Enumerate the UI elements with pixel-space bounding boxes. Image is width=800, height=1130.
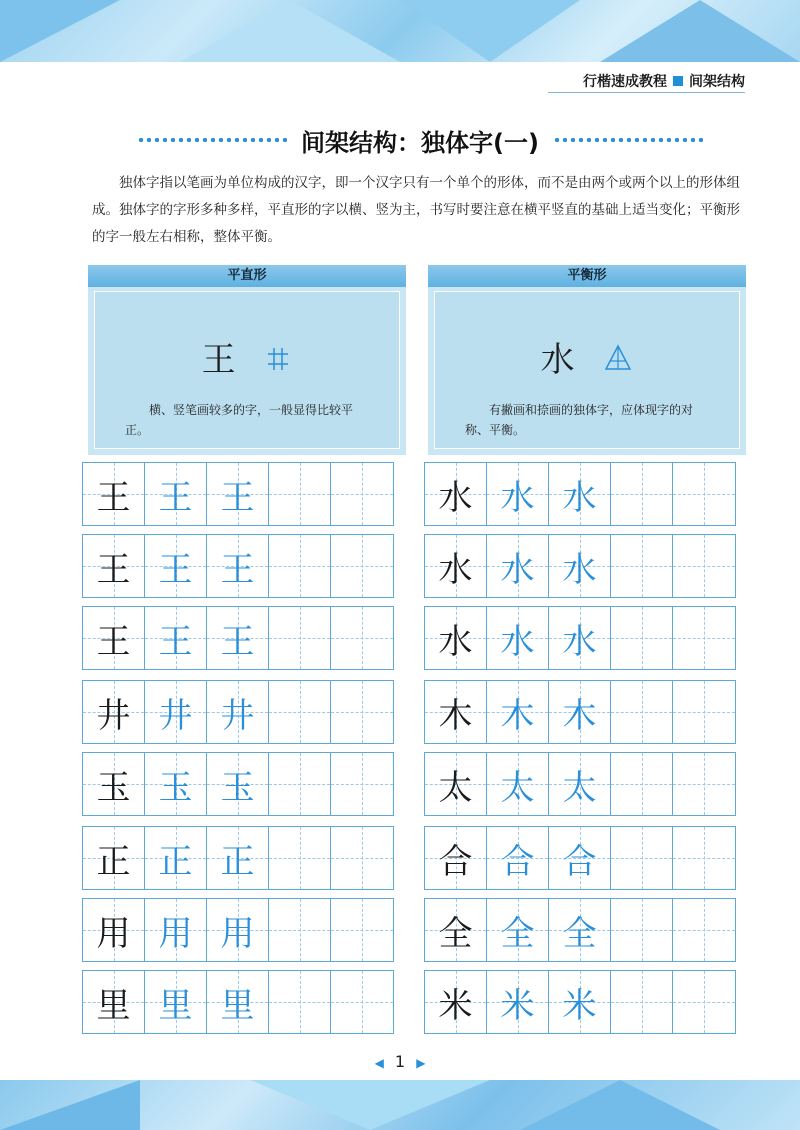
practice-row [82,752,394,816]
practice-row [82,606,394,670]
blank-cell[interactable] [269,681,331,743]
blank-cell[interactable] [611,535,673,597]
trace-character: 用 [158,913,193,954]
trace-character: 井 [158,695,193,736]
model-cell [425,681,487,743]
trace-cell[interactable] [207,463,269,525]
running-header [583,70,745,92]
trace-character: 全 [500,913,535,954]
trace-cell[interactable] [145,753,207,815]
trace-cell[interactable] [549,681,611,743]
panel-pingzhi [88,265,406,455]
panel-title: 平衡形 [428,265,746,287]
trace-cell[interactable] [487,971,549,1033]
square-bullet-icon [673,76,683,86]
trace-character: 王 [158,621,193,662]
trace-cell[interactable] [207,681,269,743]
trace-character: 水 [562,477,597,518]
model-cell [425,535,487,597]
model-character: 水 [438,477,473,518]
page-title-row [100,122,740,158]
blank-cell[interactable] [331,463,393,525]
blank-cell[interactable] [673,971,735,1033]
blank-cell[interactable] [269,463,331,525]
trace-character: 玉 [158,767,193,808]
blank-cell[interactable] [331,971,393,1033]
practice-row [82,534,394,598]
blank-cell[interactable] [611,607,673,669]
model-character: 用 [96,913,131,954]
chevron-left-icon: ◀ [374,1056,384,1070]
trace-cell[interactable] [549,827,611,889]
trace-character: 水 [562,621,597,662]
model-character: 王 [96,549,131,590]
balanced-triangle-icon [603,342,633,382]
trace-cell[interactable] [549,535,611,597]
trace-cell[interactable] [487,463,549,525]
blank-cell[interactable] [611,827,673,889]
practice-row [82,898,394,962]
grid-hash-icon [264,342,292,382]
example-character: 水 [540,340,575,380]
trace-character: 用 [220,913,255,954]
model-cell [425,827,487,889]
model-character: 米 [438,985,473,1026]
trace-character: 正 [220,841,255,882]
model-cell [425,753,487,815]
example-character: 王 [201,340,236,380]
trace-cell[interactable] [549,607,611,669]
practice-row [424,970,736,1034]
trace-character: 米 [562,985,597,1026]
section-name: 间架结构 [689,74,745,90]
blank-cell[interactable] [269,827,331,889]
trace-character: 玉 [220,767,255,808]
blank-cell[interactable] [269,753,331,815]
model-character: 王 [96,477,131,518]
dotted-ornament-left [137,137,287,143]
trace-cell[interactable] [145,971,207,1033]
blank-cell[interactable] [673,753,735,815]
trace-character: 合 [500,841,535,882]
blank-cell[interactable] [269,607,331,669]
model-character: 合 [438,841,473,882]
trace-cell[interactable] [145,607,207,669]
model-cell [83,681,145,743]
blank-cell[interactable] [269,899,331,961]
model-cell [425,971,487,1033]
trace-cell[interactable] [549,971,611,1033]
practice-row [424,534,736,598]
trace-cell[interactable] [145,899,207,961]
chevron-right-icon: ▶ [416,1056,426,1070]
trace-character: 合 [562,841,597,882]
trace-cell[interactable] [549,463,611,525]
trace-cell[interactable] [487,899,549,961]
trace-character: 水 [500,549,535,590]
trace-cell[interactable] [207,753,269,815]
blank-cell[interactable] [611,899,673,961]
trace-cell[interactable] [207,607,269,669]
trace-character: 井 [220,695,255,736]
book-title: 行楷速成教程 [583,74,667,90]
model-cell [83,463,145,525]
trace-character: 水 [562,549,597,590]
model-character: 水 [438,621,473,662]
blank-cell[interactable] [673,463,735,525]
blank-cell[interactable] [673,899,735,961]
blank-cell[interactable] [331,753,393,815]
blank-cell[interactable] [673,535,735,597]
intro-paragraph: 独体字指以笔画为单位构成的汉字，即一个汉字只有一个单个的形体，而不是由两个或两个以上的形体组成。独体字的字形多种多样，平直形的字以横、竖为主，书写时要注意在横平竖直的基础上适当变化；平衡形的字一般左右相称，整体平衡。 [92,175,740,245]
trace-character: 木 [500,695,535,736]
practice-row [424,606,736,670]
trace-cell[interactable] [487,753,549,815]
blank-cell[interactable] [331,827,393,889]
trace-character: 里 [158,985,193,1026]
trace-character: 正 [158,841,193,882]
model-cell [83,827,145,889]
dotted-ornament-right [553,137,703,143]
blank-cell[interactable] [611,681,673,743]
blank-cell[interactable] [331,899,393,961]
trace-cell[interactable] [207,827,269,889]
model-cell [83,607,145,669]
model-character: 玉 [96,767,131,808]
trace-character: 王 [220,549,255,590]
trace-character: 王 [220,477,255,518]
blank-cell[interactable] [611,971,673,1033]
model-character: 水 [438,549,473,590]
trace-cell[interactable] [145,681,207,743]
page-title: 间架结构：独体字(一) [301,128,539,157]
blank-cell[interactable] [673,607,735,669]
panel-inner [434,291,740,449]
trace-cell[interactable] [145,535,207,597]
practice-row [82,970,394,1034]
bottom-decorative-band [0,1080,800,1130]
panel-pingheng [428,265,746,455]
blank-cell[interactable] [331,607,393,669]
model-character: 里 [96,985,131,1026]
trace-character: 太 [562,767,597,808]
practice-row [424,826,736,890]
panel-description: 横、竖笔画较多的字，一般显得比较平正。 [125,403,354,437]
blank-cell[interactable] [673,681,735,743]
trace-cell[interactable] [549,899,611,961]
panel-inner [94,291,400,449]
trace-character: 水 [500,477,535,518]
trace-cell[interactable] [145,463,207,525]
trace-character: 里 [220,985,255,1026]
trace-character: 米 [500,985,535,1026]
blank-cell[interactable] [673,827,735,889]
blank-cell[interactable] [611,753,673,815]
trace-cell[interactable] [207,899,269,961]
trace-cell[interactable] [145,827,207,889]
top-decorative-band [0,0,800,62]
trace-cell[interactable] [207,535,269,597]
trace-character: 木 [562,695,597,736]
panel-example [95,332,399,382]
trace-character: 王 [158,549,193,590]
trace-cell[interactable] [487,535,549,597]
model-character: 木 [438,695,473,736]
model-cell [83,971,145,1033]
model-cell [83,753,145,815]
trace-cell[interactable] [487,607,549,669]
blank-cell[interactable] [611,463,673,525]
trace-cell[interactable] [207,971,269,1033]
model-character: 全 [438,913,473,954]
blank-cell[interactable] [331,681,393,743]
trace-character: 水 [500,621,535,662]
trace-character: 王 [220,621,255,662]
trace-cell[interactable] [487,827,549,889]
trace-character: 王 [158,477,193,518]
practice-row [82,680,394,744]
trace-cell[interactable] [487,681,549,743]
practice-row [82,462,394,526]
model-cell [425,899,487,961]
practice-row [424,898,736,962]
header-rule [548,92,745,93]
model-character: 井 [96,695,131,736]
panel-example [435,332,739,382]
practice-row [424,462,736,526]
model-cell [83,899,145,961]
model-cell [83,535,145,597]
practice-row [424,752,736,816]
model-character: 王 [96,621,131,662]
trace-character: 全 [562,913,597,954]
blank-cell[interactable] [331,535,393,597]
practice-row [82,826,394,890]
page-number-row [0,1052,800,1071]
panel-description: 有撇画和捺画的独体字，应体现字的对称、平衡。 [465,403,694,437]
model-character: 正 [96,841,131,882]
page-number: 1 [394,1052,406,1071]
blank-cell[interactable] [269,971,331,1033]
practice-row [424,680,736,744]
trace-cell[interactable] [549,753,611,815]
model-character: 太 [438,767,473,808]
trace-character: 太 [500,767,535,808]
model-cell [425,463,487,525]
blank-cell[interactable] [269,535,331,597]
model-cell [425,607,487,669]
panel-title: 平直形 [88,265,406,287]
